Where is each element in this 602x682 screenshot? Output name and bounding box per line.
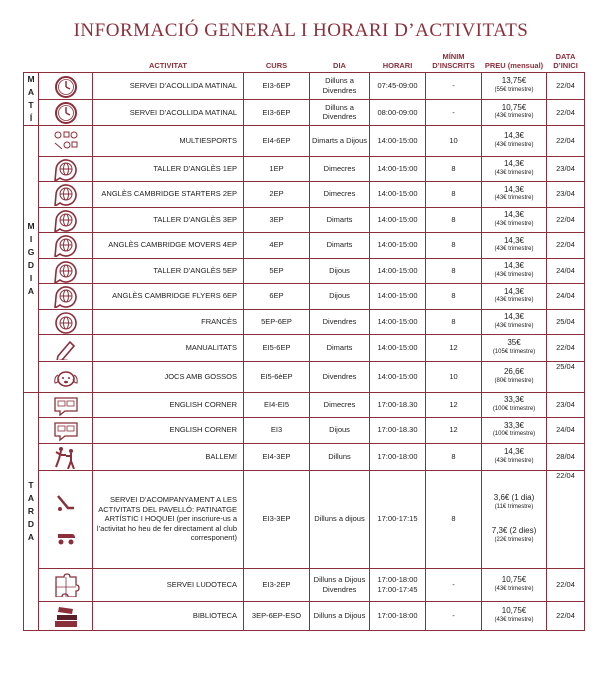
- schedule-time: 07:45-09:00: [370, 72, 426, 100]
- header-data: DATA D’INICI: [553, 51, 578, 70]
- table-row: [24, 470, 585, 568]
- day: Dimarts: [310, 207, 370, 232]
- start-date: 28/04: [547, 443, 585, 470]
- hockey-skate-icon: [52, 490, 80, 548]
- header-dia: DIA: [333, 60, 346, 70]
- clock-icon: [52, 100, 80, 124]
- activity-name: SERVEI LUDOTECA: [93, 568, 244, 601]
- price-trimester: (43€ trimestre): [494, 169, 534, 176]
- start-date: 22/04: [547, 470, 585, 568]
- header-activitat: ACTIVITAT: [148, 60, 188, 70]
- price: [482, 443, 547, 470]
- price: [482, 283, 547, 309]
- minimum-enrolled: 12: [426, 417, 482, 443]
- section-label-tarda: T A R D A: [24, 392, 39, 630]
- sports-icon: [52, 129, 80, 153]
- start-date: 24/04: [547, 258, 585, 283]
- price-monthly: 13,75€: [501, 76, 527, 86]
- day: Divendres: [310, 309, 370, 334]
- header-horari: HORARI: [382, 60, 413, 70]
- price-trimester: (43€ trimestre): [494, 616, 534, 623]
- dog-icon: [52, 365, 80, 389]
- price-monthly: 33,3€: [503, 420, 525, 430]
- price: [482, 470, 547, 568]
- price-monthly: 3,6€ (1 dia): [493, 493, 535, 502]
- schedule-time: 14:00-15:00: [370, 156, 426, 181]
- price-trimester: (43€ trimestre): [494, 271, 534, 278]
- schedule-time: 17:00-18.30: [370, 417, 426, 443]
- activity-name: TALLER D’ANGLÈS 1EP: [93, 156, 244, 181]
- day: Dijous: [310, 258, 370, 283]
- minimum-enrolled: 8: [426, 283, 482, 309]
- activity-name: MANUALITATS: [93, 334, 244, 361]
- course: EI4-3EP: [244, 443, 310, 470]
- day: Dijous: [310, 283, 370, 309]
- price-monthly: 35€: [507, 338, 521, 347]
- schedule-time: 14:00-15:00: [370, 232, 426, 258]
- price: [482, 309, 547, 334]
- day: Dimecres: [310, 181, 370, 207]
- schedule-time: 14:00-15:00: [370, 207, 426, 232]
- price: [482, 207, 547, 232]
- globe-icon: [52, 310, 80, 334]
- minimum-enrolled: 8: [426, 443, 482, 470]
- table-row: [24, 258, 585, 283]
- schedule-time: 08:00-09:00: [370, 100, 426, 125]
- price-trimester: (43€ trimestre): [494, 297, 534, 303]
- course: EI4-EI5: [244, 392, 310, 417]
- activity-name: ENGLISH CORNER: [93, 417, 244, 443]
- table-row: [24, 283, 585, 309]
- minimum-enrolled: 8: [426, 470, 482, 568]
- price-trimester: (43€ trimestre): [494, 322, 534, 329]
- schedule-time: 17:00-18:00: [370, 443, 426, 470]
- price-monthly: 33,3€: [503, 395, 525, 404]
- price-monthly: 26,6€: [503, 367, 525, 376]
- header-preu: PREU (mensual): [484, 60, 544, 70]
- activity-name: SERVEI D’ACOLLIDA MATINAL: [93, 72, 244, 100]
- day: Dilluns a Divendres: [310, 72, 370, 100]
- day: Dimecres: [310, 392, 370, 417]
- table-row: [24, 417, 585, 443]
- pencil-icon: [52, 336, 80, 360]
- schedule-time: 14:00-15:00: [370, 283, 426, 309]
- puzzle-icon: [52, 573, 80, 597]
- price-monthly: 10,75€: [501, 575, 527, 584]
- price-monthly-2: 7,3€ (2 dies): [491, 526, 537, 535]
- price-monthly: 14,3€: [503, 184, 525, 194]
- activity-name: SERVEI D’ACOMPANYAMENT A LES ACTIVITATS DEL PAVELLÓ: PATINATGE ARTÍSTIC I HOQUEI (per inscriure-us a l’activitat ho heu de fer directament al club corresponent): [93, 470, 244, 568]
- price: [482, 361, 547, 392]
- price: [482, 334, 547, 361]
- day: Dimarts: [310, 334, 370, 361]
- minimum-enrolled: 8: [426, 258, 482, 283]
- clock-icon: [52, 74, 80, 98]
- start-date: 24/04: [547, 283, 585, 309]
- price-monthly: 14,3€: [503, 261, 525, 270]
- price-trimester: (43€ trimestre): [494, 220, 534, 227]
- price: [482, 125, 547, 156]
- course: 3EP: [244, 207, 310, 232]
- price-monthly: 14,3€: [503, 312, 525, 321]
- books-icon: [52, 604, 80, 628]
- price-trimester: (80€ trimestre): [494, 377, 534, 384]
- start-date: 24/04: [547, 417, 585, 443]
- schedule-time: 17:00-18:00 17:00-17:45: [370, 568, 426, 601]
- day: Dilluns a Dijous: [310, 601, 370, 630]
- start-date: 25/04: [547, 309, 585, 334]
- course: 4EP: [244, 232, 310, 258]
- price: [482, 232, 547, 258]
- minimum-enrolled: -: [426, 72, 482, 100]
- table-row: [24, 181, 585, 207]
- price-trimester: (43€ trimestre): [494, 195, 534, 201]
- price: [482, 100, 547, 125]
- price-monthly: 14,3€: [503, 447, 525, 456]
- price-monthly: 14,3€: [503, 235, 525, 245]
- minimum-enrolled: 8: [426, 156, 482, 181]
- activity-name: SERVEI D’ACOLLIDA MATINAL: [93, 100, 244, 125]
- day: Dimecres: [310, 156, 370, 181]
- price-monthly: 14,3€: [503, 286, 525, 296]
- price-trimester: (43€ trimestre): [494, 585, 534, 592]
- table-row: [24, 309, 585, 334]
- activity-name: ENGLISH CORNER: [93, 392, 244, 417]
- chat-flags-icon: [52, 418, 80, 442]
- table-row: [24, 601, 585, 630]
- minimum-enrolled: 8: [426, 207, 482, 232]
- start-date: 23/04: [547, 156, 585, 181]
- day: Dilluns a Divendres: [310, 100, 370, 125]
- start-date: 22/04: [547, 207, 585, 232]
- minimum-enrolled: -: [426, 568, 482, 601]
- course: 5EP-6EP: [244, 309, 310, 334]
- table-row: [24, 392, 585, 417]
- price: [482, 72, 547, 100]
- price-trimester: (105€ trimestre): [492, 348, 536, 355]
- minimum-enrolled: 12: [426, 334, 482, 361]
- table-row: [24, 232, 585, 258]
- price-trimester: (11€ trimestre): [494, 503, 534, 510]
- price: [482, 568, 547, 601]
- activity-name: TALLER D’ANGLÈS 3EP: [93, 207, 244, 232]
- start-date: 22/04: [547, 232, 585, 258]
- activity-name: ANGLÈS CAMBRIDGE MOVERS 4EP: [93, 232, 244, 258]
- course: 6EP: [244, 283, 310, 309]
- course: 5EP: [244, 258, 310, 283]
- table-row: [24, 156, 585, 181]
- activity-name: FRANCÈS: [93, 309, 244, 334]
- start-date: 23/04: [547, 181, 585, 207]
- activity-name: ANGLÈS CAMBRIDGE STARTERS 2EP: [93, 181, 244, 207]
- table-row: [24, 361, 585, 392]
- price-trimester: (43€ trimestre): [494, 141, 534, 148]
- course: EI4-6EP: [244, 125, 310, 156]
- activity-name: MULTIESPORTS: [93, 125, 244, 156]
- start-date: 22/04: [547, 100, 585, 125]
- price-trimester: (100€ trimestre): [492, 405, 536, 412]
- price: [482, 181, 547, 207]
- price-trimester: (55€ trimestre): [494, 86, 534, 93]
- page-title: INFORMACIÓ GENERAL I HORARI D’ACTIVITATS: [73, 20, 529, 41]
- schedule-time: 17:00-18:00: [370, 601, 426, 630]
- course: EI3-6EP: [244, 100, 310, 125]
- day: Dimarts a Dijous: [310, 125, 370, 156]
- price: [482, 417, 547, 443]
- price: [482, 601, 547, 630]
- course: EI3-3EP: [244, 470, 310, 568]
- activity-name: BIBLIOTECA: [93, 601, 244, 630]
- activity-name: BALLEM!: [93, 443, 244, 470]
- header-curs: CURS: [265, 60, 288, 70]
- activity-name: JOCS AMB GOSSOS: [93, 361, 244, 392]
- start-date: 22/04: [547, 125, 585, 156]
- price-monthly: 10,75€: [501, 606, 527, 615]
- minimum-enrolled: 8: [426, 232, 482, 258]
- day: Dilluns: [310, 443, 370, 470]
- price-trimester: (43€ trimestre): [494, 113, 534, 120]
- price: [482, 258, 547, 283]
- day: Dilluns a dijous: [310, 470, 370, 568]
- day: Dilluns a Dijous Divendres: [310, 568, 370, 601]
- price-trimester-2: (22€ trimestre): [494, 536, 534, 543]
- minimum-enrolled: 10: [426, 125, 482, 156]
- minimum-enrolled: 8: [426, 309, 482, 334]
- schedule-time: 14:00-15:00: [370, 309, 426, 334]
- section-label-migdia: M I G D I A: [24, 125, 39, 392]
- schedule-time: 14:00-15:00: [370, 125, 426, 156]
- table-row: [24, 72, 585, 100]
- minimum-enrolled: 8: [426, 181, 482, 207]
- price-trimester: (43€ trimestre): [494, 246, 534, 252]
- table-row: [24, 443, 585, 470]
- course: EI3-2EP: [244, 568, 310, 601]
- schedule-time: 14:00-15:00: [370, 258, 426, 283]
- schedule-time: 17:00-17:15: [370, 470, 426, 568]
- header-minim: MÍNIM D’INSCRITS: [432, 51, 475, 70]
- course: 1EP: [244, 156, 310, 181]
- price-monthly: 14,3€: [503, 210, 525, 219]
- chat-flags-icon: [52, 393, 80, 417]
- start-date: 23/04: [547, 392, 585, 417]
- globe-chat-icon: [52, 157, 80, 181]
- globe-chat-icon: [52, 259, 80, 283]
- schedule-time: 17:00-18.30: [370, 392, 426, 417]
- table-row: [24, 568, 585, 601]
- minimum-enrolled: -: [426, 601, 482, 630]
- price: [482, 156, 547, 181]
- minimum-enrolled: 10: [426, 361, 482, 392]
- price: [482, 392, 547, 417]
- start-date: 22/04: [547, 568, 585, 601]
- day: Divendres: [310, 361, 370, 392]
- start-date: 22/04: [547, 72, 585, 100]
- price-trimester: (100€ trimestre): [492, 431, 536, 437]
- schedule-table: [23, 48, 585, 631]
- schedule-time: 14:00-15:00: [370, 361, 426, 392]
- activity-name: ANGLÈS CAMBRIDGE FLYERS 6EP: [93, 283, 244, 309]
- course: EI5-6EP: [244, 334, 310, 361]
- minimum-enrolled: 12: [426, 392, 482, 417]
- table-row: [24, 334, 585, 361]
- price-monthly: 14,3€: [503, 131, 525, 140]
- dancers-icon: [52, 445, 80, 469]
- table-row: [24, 125, 585, 156]
- table-row: [24, 207, 585, 232]
- course: 3EP-6EP-ESO: [244, 601, 310, 630]
- price-trimester: (43€ trimestre): [494, 457, 534, 464]
- start-date: 22/04: [547, 601, 585, 630]
- globe-chat-icon: [52, 233, 80, 257]
- activity-name: TALLER D’ANGLÈS 5EP: [93, 258, 244, 283]
- day: Dimarts: [310, 232, 370, 258]
- course: EI3: [244, 417, 310, 443]
- globe-chat-icon: [52, 182, 80, 206]
- section-label-mati: M A T Í: [24, 72, 39, 125]
- price-monthly: 14,3€: [503, 159, 525, 168]
- course: 2EP: [244, 181, 310, 207]
- schedule-time: 14:00-15:00: [370, 181, 426, 207]
- start-date: 22/04: [547, 334, 585, 361]
- schedule-time: 14:00-15:00: [370, 334, 426, 361]
- course: EI5-6èEP: [244, 361, 310, 392]
- day: Dijous: [310, 417, 370, 443]
- course: EI3-6EP: [244, 72, 310, 100]
- price-monthly: 10,75€: [501, 102, 527, 112]
- table-row: [24, 100, 585, 125]
- minimum-enrolled: -: [426, 100, 482, 125]
- globe-chat-icon: [52, 208, 80, 232]
- globe-chat-icon: [52, 284, 80, 308]
- start-date: 25/04: [547, 361, 585, 392]
